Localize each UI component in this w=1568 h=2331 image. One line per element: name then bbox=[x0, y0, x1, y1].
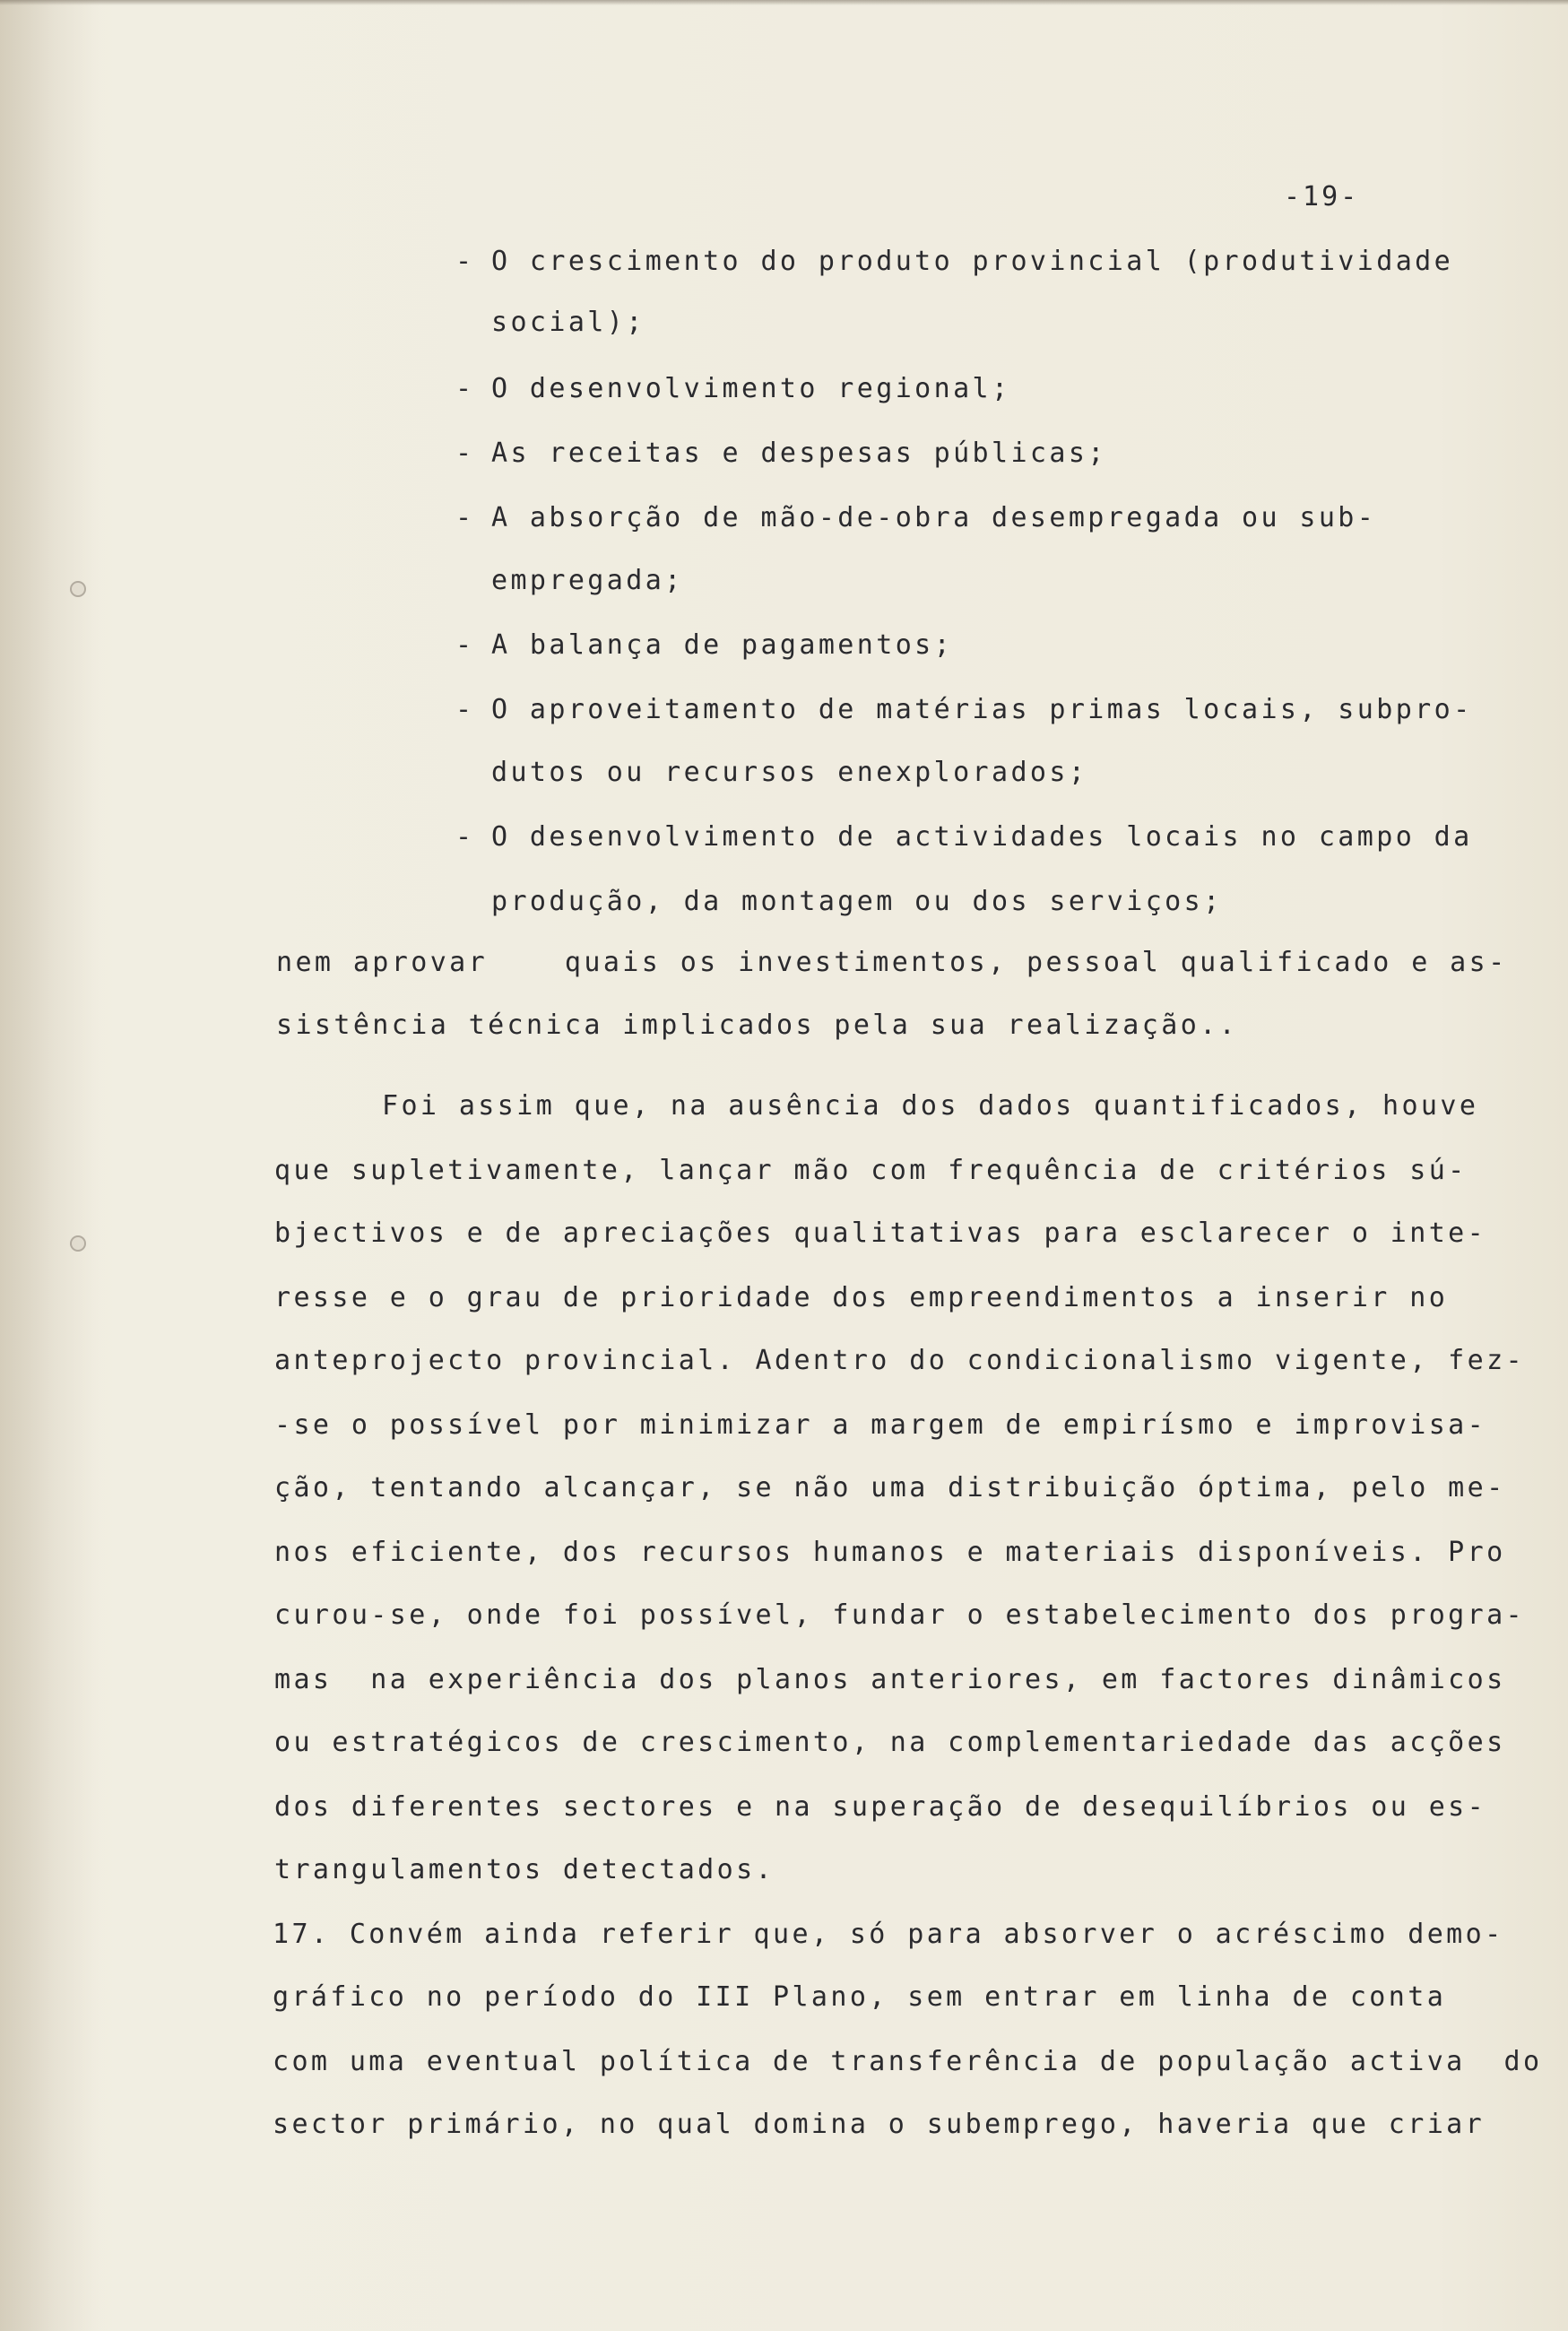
bullet-text: A balança de pagamentos; bbox=[491, 629, 954, 661]
bullet-dash: - bbox=[455, 502, 475, 533]
paragraph-line: dos diferentes sectores e na superação de desequilíbrios ou es- bbox=[274, 1791, 1487, 1823]
bullet-dash: - bbox=[455, 821, 475, 853]
bullet-text: empregada; bbox=[491, 565, 684, 596]
bullet-dash: - bbox=[455, 438, 475, 469]
paragraph-line: nos eficiente, dos recursos humanos e materiais disponíveis. Pro bbox=[274, 1537, 1506, 1568]
bullet-text: O desenvolvimento regional; bbox=[491, 373, 1011, 404]
bullet-text: social); bbox=[491, 307, 645, 338]
punch-hole bbox=[70, 581, 86, 597]
bullet-dash: - bbox=[455, 694, 475, 725]
paragraph-line: curou-se, onde foi possível, fundar o estabelecimento dos progra- bbox=[274, 1599, 1525, 1631]
binding-edge-shadow bbox=[0, 0, 99, 2331]
bullet-text: O crescimento do produto provincial (produtividade bbox=[491, 246, 1454, 277]
paragraph-line: ou estratégicos de crescimento, na complementariedade das acções bbox=[274, 1727, 1506, 1758]
page-number: -19- bbox=[1284, 181, 1360, 212]
paragraph-line: que supletivamente, lançar mão com frequência de critérios sú- bbox=[274, 1155, 1468, 1186]
bullet-text: produção, da montagem ou dos serviços; bbox=[491, 886, 1223, 917]
bullet-text: O desenvolvimento de actividades locais no campo da bbox=[491, 821, 1473, 853]
bullet-dash: - bbox=[455, 373, 475, 404]
paragraph-line: resse e o grau de prioridade dos empreendimentos a inserir no bbox=[274, 1282, 1449, 1313]
section-17-line: 17. Convém ainda referir que, só para absorver o acréscimo demo- bbox=[273, 1919, 1504, 1950]
bullet-dash: - bbox=[455, 246, 475, 277]
section-17-line: sector primário, no qual domina o subemprego, haveria que criar bbox=[273, 2109, 1486, 2140]
bullet-text: dutos ou recursos enexplorados; bbox=[491, 757, 1088, 788]
punch-hole bbox=[70, 1235, 86, 1252]
section-17-line: gráfico no período do III Plano, sem entrar em linha de conta bbox=[273, 1981, 1447, 2013]
body-line: sistência técnica implicados pela sua realização.. bbox=[276, 1010, 1239, 1041]
section-17-line: com uma eventual política de transferência de população activa do bbox=[273, 2046, 1543, 2077]
body-line: nem aprovar quais os investimentos, pessoal qualificado e as- bbox=[276, 947, 1508, 978]
paragraph-line: -se o possível por minimizar a margem de empirísmo e improvisa- bbox=[274, 1409, 1487, 1441]
paragraph-line: ção, tentando alcançar, se não uma distribuição óptima, pelo me- bbox=[274, 1472, 1506, 1503]
paragraph-line: Foi assim que, na ausência dos dados quantificados, houve bbox=[382, 1090, 1479, 1122]
bullet-text: O aproveitamento de matérias primas locais, subpro- bbox=[491, 694, 1473, 725]
bullet-dash: - bbox=[455, 629, 475, 661]
bullet-text: As receitas e despesas públicas; bbox=[491, 438, 1107, 469]
paragraph-line: mas na experiência dos planos anteriores, em factores dinâmicos bbox=[274, 1664, 1506, 1695]
bullet-text: A absorção de mão-de-obra desempregada ou sub- bbox=[491, 502, 1377, 533]
paragraph-line: trangulamentos detectados. bbox=[274, 1854, 775, 1885]
paragraph-line: anteprojecto provincial. Adentro do condicionalismo vigente, fez- bbox=[274, 1345, 1525, 1376]
paragraph-line: bjectivos e de apreciações qualitativas para esclarecer o inte- bbox=[274, 1217, 1487, 1249]
page-top-edge bbox=[0, 0, 1568, 5]
